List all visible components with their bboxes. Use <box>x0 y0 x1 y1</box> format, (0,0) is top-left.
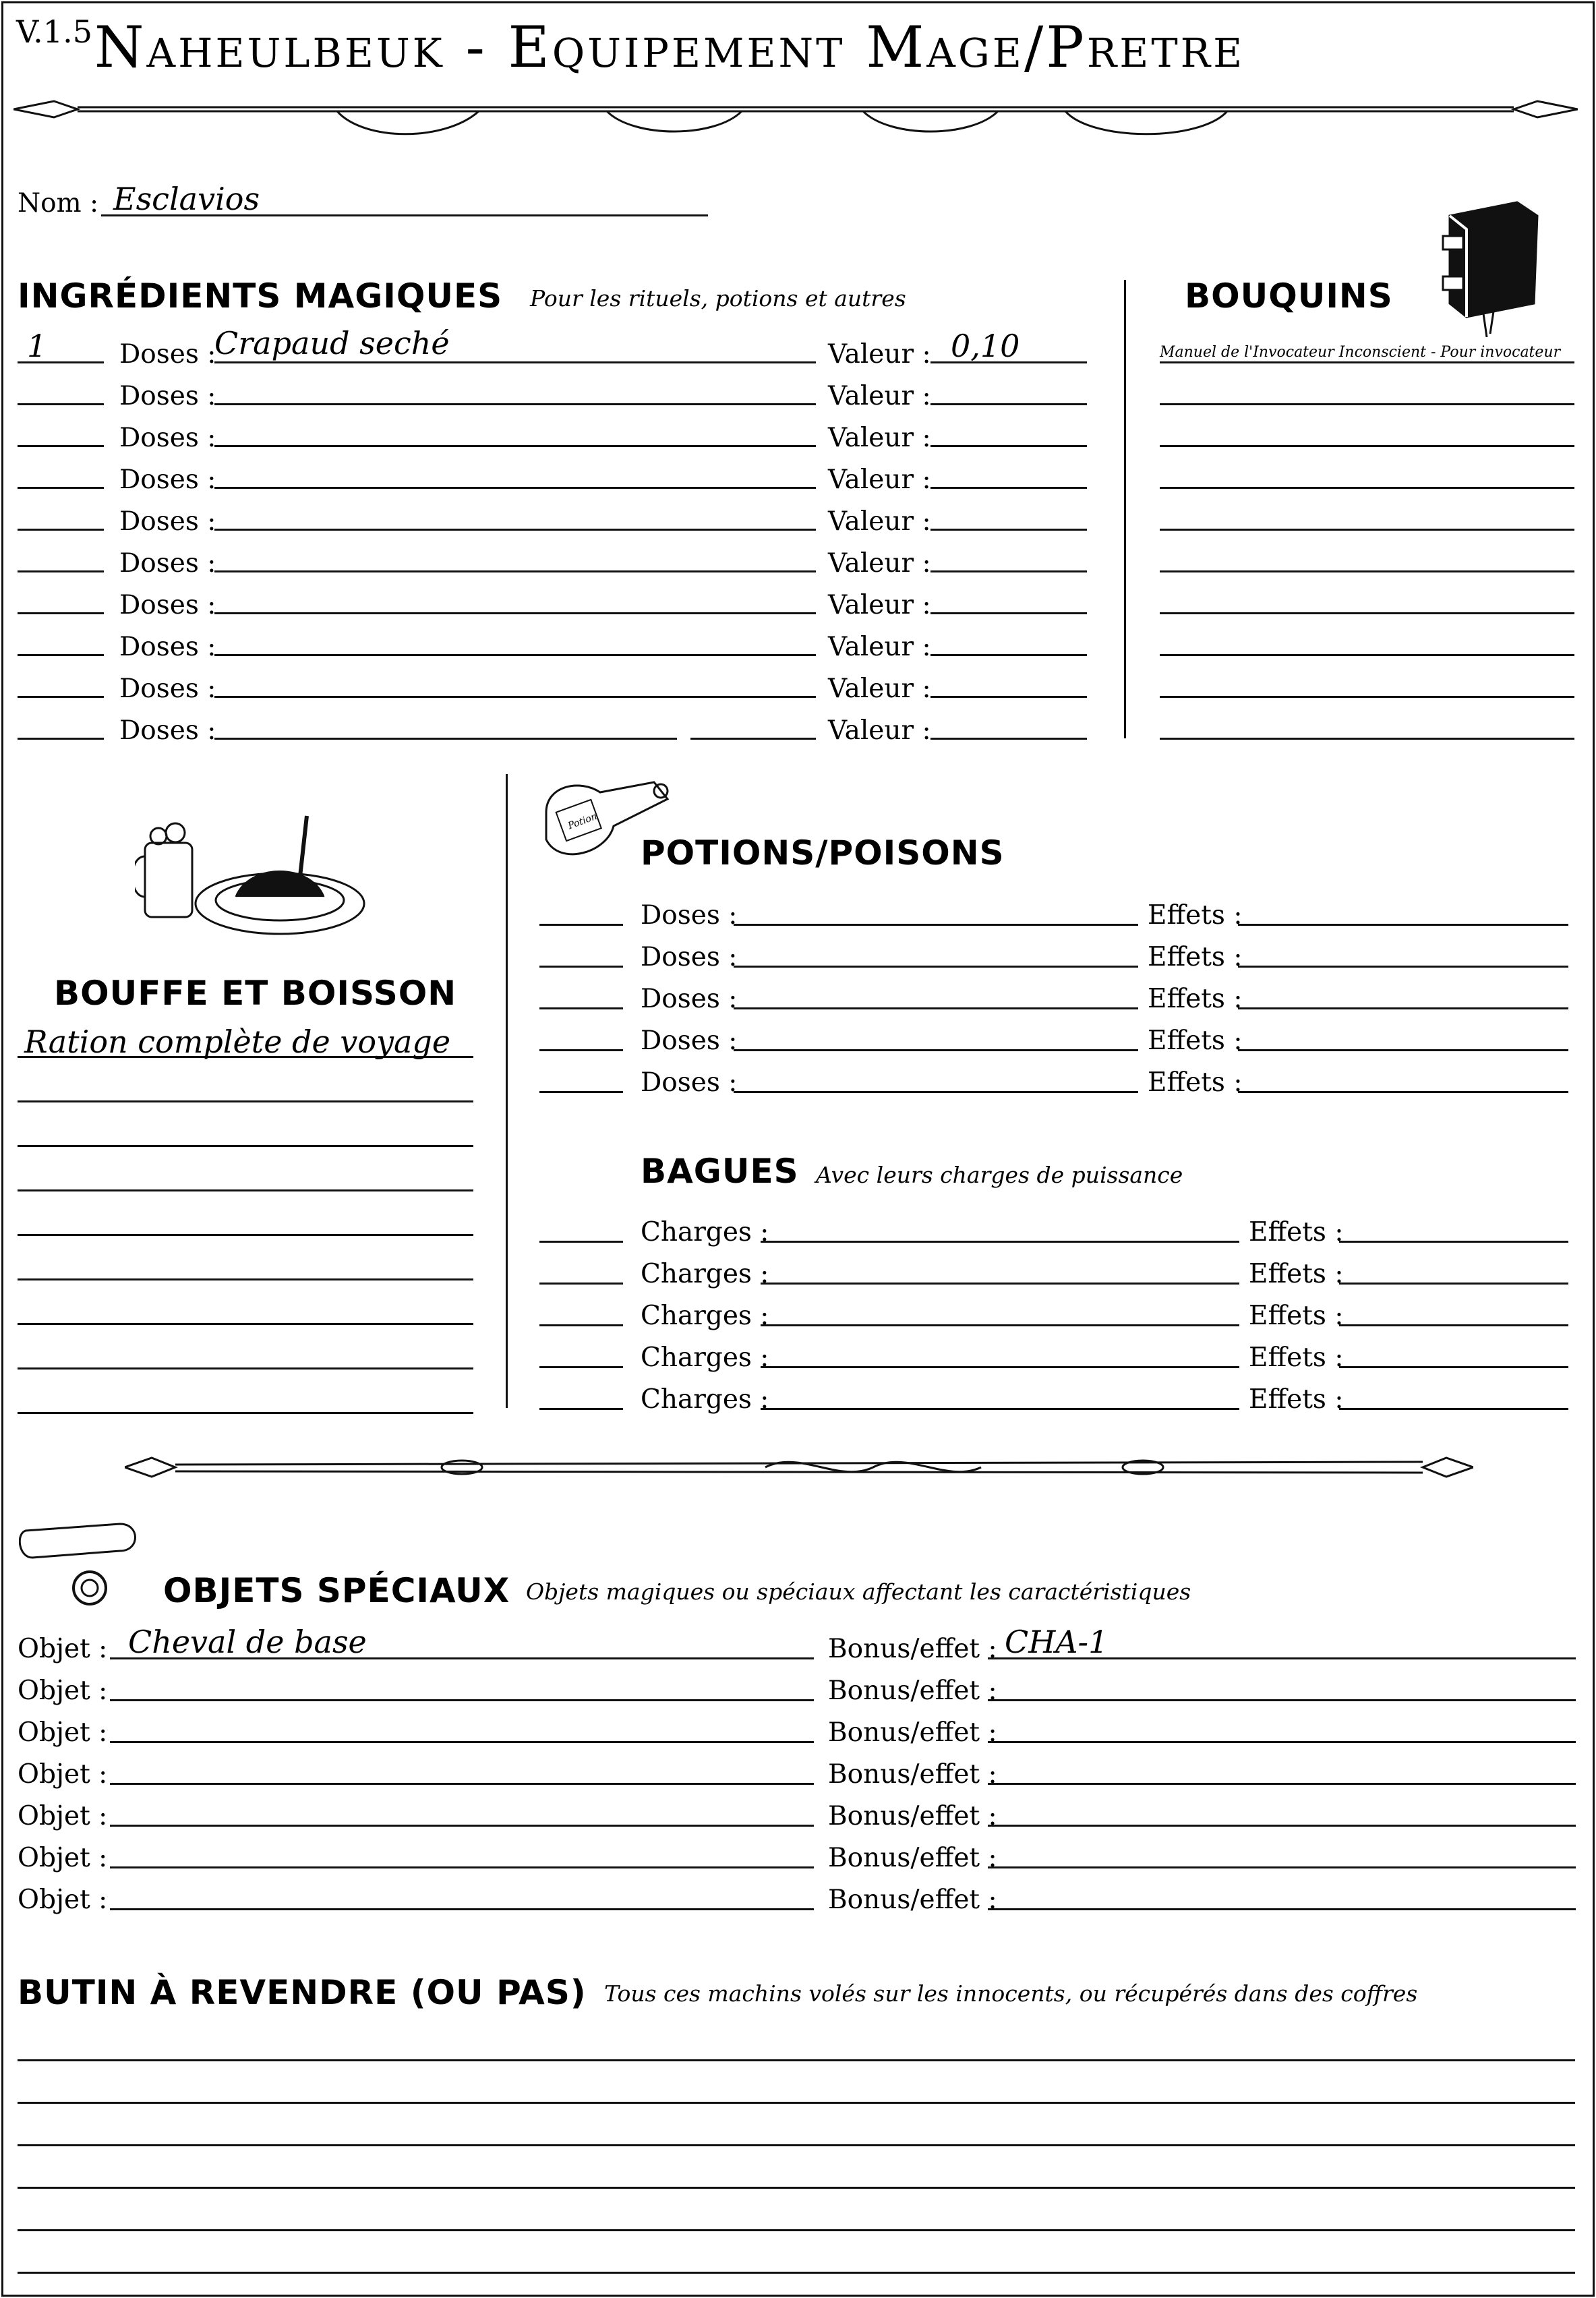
food-icon <box>135 802 378 944</box>
book-entry-field[interactable] <box>1160 570 1574 572</box>
objets-title: OBJETS SPÉCIAUX <box>163 1571 510 1610</box>
ingredient-qty-field[interactable] <box>18 487 104 489</box>
potion-effects-field[interactable] <box>1238 1049 1568 1051</box>
ring-charges-field[interactable] <box>761 1283 1239 1285</box>
food-entry-field[interactable] <box>18 1145 473 1147</box>
ingredient-name-value[interactable]: Crapaud seché <box>214 325 450 361</box>
column-divider-2 <box>506 774 508 1408</box>
ingredient-value-label: Valeur : <box>828 632 931 662</box>
potion-effects-label: Effets : <box>1148 1067 1243 1098</box>
object-name-field[interactable] <box>110 1866 814 1868</box>
potion-doses-label: Doses : <box>641 942 738 972</box>
book-icon <box>1436 196 1544 337</box>
ring-effects-label: Effets : <box>1249 1259 1344 1289</box>
ingredient-name-field[interactable] <box>214 361 816 363</box>
loot-entry-field[interactable] <box>18 2102 1575 2104</box>
potion-name-field[interactable] <box>734 1007 1138 1009</box>
ingredient-value-label: Valeur : <box>828 590 931 620</box>
ingredient-value-label: Valeur : <box>828 381 931 411</box>
column-divider <box>1124 280 1126 738</box>
book-entry-field[interactable] <box>1160 738 1574 740</box>
staff-divider <box>125 1443 1473 1497</box>
food-entry-field[interactable] <box>18 1278 473 1280</box>
potion-effects-field[interactable] <box>1238 966 1568 968</box>
scroll-and-ring-icon <box>19 1510 160 1612</box>
book-entry-field[interactable] <box>1160 654 1574 656</box>
potion-name-field[interactable] <box>734 1049 1138 1051</box>
ring-effects-label: Effets : <box>1249 1343 1344 1373</box>
potion-effects-field[interactable] <box>1238 1007 1568 1009</box>
ring-effects-field[interactable] <box>1339 1324 1568 1326</box>
object-label: Objet : <box>18 1634 108 1664</box>
ingredient-doses-label: Doses : <box>119 465 216 495</box>
objets-list <box>0 1626 1578 1930</box>
potion-doses-label: Doses : <box>641 900 738 931</box>
potion-qty-field[interactable] <box>539 966 623 968</box>
ingredient-doses-label: Doses : <box>119 548 216 579</box>
object-bonus-field[interactable] <box>988 1741 1576 1743</box>
ring-effects-field[interactable] <box>1339 1241 1568 1243</box>
ring-charges-label: Charges : <box>641 1301 769 1331</box>
object-bonus-field[interactable] <box>988 1866 1576 1868</box>
potion-effects-field[interactable] <box>1238 1091 1568 1093</box>
food-entry-field[interactable] <box>18 1100 473 1102</box>
ingredient-name-field[interactable] <box>214 445 816 447</box>
food-entry-value[interactable]: Ration complète de voyage <box>24 1024 451 1060</box>
object-bonus-field[interactable] <box>988 1908 1576 1910</box>
object-bonus-field[interactable] <box>988 1825 1576 1827</box>
ingredient-value-field[interactable] <box>930 696 1087 698</box>
bouquins-list <box>1160 324 1578 755</box>
ingredient-doses-label: Doses : <box>119 423 216 453</box>
ingredient-value-field[interactable] <box>930 403 1087 405</box>
ingredient-qty-field[interactable] <box>18 570 104 572</box>
ingredient-value-label: Valeur : <box>828 506 931 537</box>
food-entry-field[interactable] <box>18 1323 473 1325</box>
object-label: Objet : <box>18 1885 108 1915</box>
loot-entry-field[interactable] <box>18 2059 1575 2061</box>
ring-qty-field[interactable] <box>539 1408 623 1410</box>
ingredient-doses-label: Doses : <box>119 590 216 620</box>
ring-effects-field[interactable] <box>1339 1283 1568 1285</box>
loot-entry-field[interactable] <box>18 2144 1575 2146</box>
ingredient-name-field[interactable] <box>214 738 677 740</box>
potion-qty-field[interactable] <box>539 1007 623 1009</box>
ingredient-name-field[interactable] <box>214 654 816 656</box>
ingredients-title: INGRÉDIENTS MAGIQUES <box>18 276 503 316</box>
ingredient-doses-label: Doses : <box>119 381 216 411</box>
ring-qty-field[interactable] <box>539 1366 623 1368</box>
object-label: Objet : <box>18 1843 108 1873</box>
object-bonus-label: Bonus/effet : <box>828 1759 997 1790</box>
ingredient-value-field[interactable] <box>930 738 1087 740</box>
object-label: Objet : <box>18 1676 108 1706</box>
ingredient-value-label: Valeur : <box>828 423 931 453</box>
ingredient-name-field[interactable] <box>214 612 816 614</box>
ingredient-value-label: Valeur : <box>828 339 931 370</box>
ring-charges-label: Charges : <box>641 1343 769 1373</box>
food-entry-field[interactable] <box>18 1189 473 1191</box>
object-name-field[interactable] <box>110 1741 814 1743</box>
book-entry-field[interactable] <box>1160 612 1574 614</box>
potion-doses-label: Doses : <box>641 984 738 1014</box>
ingredient-doses-label: Doses : <box>119 506 216 537</box>
ring-qty-field[interactable] <box>539 1241 623 1243</box>
ring-effects-field[interactable] <box>1339 1366 1568 1368</box>
object-bonus-label: Bonus/effet : <box>828 1801 997 1831</box>
butin-subtitle: Tous ces machins volés sur les innocents, ou récupérés dans des coffres <box>604 1980 1418 2007</box>
ingredient-value-label: Valeur : <box>828 548 931 579</box>
bagues-subtitle: Avec leurs charges de puissance <box>816 1162 1183 1188</box>
food-entry-field[interactable] <box>18 1412 473 1414</box>
object-name-value[interactable]: Cheval de base <box>128 1624 367 1660</box>
ingredients-subtitle: Pour les rituels, potions et autres <box>530 285 906 312</box>
potion-qty-field[interactable] <box>539 1049 623 1051</box>
ingredient-name-field[interactable] <box>214 529 816 531</box>
book-entry-field[interactable] <box>1160 361 1574 363</box>
ingredient-qty-field[interactable] <box>18 696 104 698</box>
ring-effects-field[interactable] <box>1339 1408 1568 1410</box>
objets-subtitle: Objets magiques ou spéciaux affectant les caractéristiques <box>526 1579 1191 1605</box>
ingredient-value-field[interactable] <box>930 445 1087 447</box>
potion-effects-label: Effets : <box>1148 984 1243 1014</box>
ingredient-value-label: Valeur : <box>828 715 931 746</box>
name-label: Nom : <box>18 188 99 218</box>
object-name-field[interactable] <box>110 1825 814 1827</box>
loot-entry-field[interactable] <box>18 2187 1575 2189</box>
food-entry-field[interactable] <box>18 1367 473 1369</box>
ingredient-doses-label: Doses : <box>119 715 216 746</box>
ring-effects-label: Effets : <box>1249 1384 1344 1415</box>
object-bonus-field[interactable] <box>988 1783 1576 1785</box>
object-name-field[interactable] <box>110 1783 814 1785</box>
potion-effects-label: Effets : <box>1148 942 1243 972</box>
potion-name-field[interactable] <box>734 1091 1138 1093</box>
ingredient-name-field-2[interactable] <box>690 738 816 740</box>
potion-name-field[interactable] <box>734 924 1138 926</box>
ring-charges-label: Charges : <box>641 1217 769 1247</box>
ingredient-value-field[interactable] <box>930 612 1087 614</box>
book-entry-field[interactable] <box>1160 529 1574 531</box>
ingredient-qty-field[interactable] <box>18 654 104 656</box>
bouquins-title: BOUQUINS <box>1185 276 1393 316</box>
ingredient-doses-label: Doses : <box>119 674 216 704</box>
ring-qty-field[interactable] <box>539 1283 623 1285</box>
ingredient-value-label: Valeur : <box>828 465 931 495</box>
butin-list <box>0 2023 1578 2293</box>
ingredient-doses-label: Doses : <box>119 632 216 662</box>
object-bonus-label: Bonus/effet : <box>828 1676 997 1706</box>
ingredient-value-label: Valeur : <box>828 674 931 704</box>
ingredient-qty-field[interactable] <box>18 738 104 740</box>
ring-charges-field[interactable] <box>761 1241 1239 1243</box>
bagues-title: BAGUES <box>641 1152 799 1191</box>
ingredient-value-value[interactable]: 0,10 <box>951 328 1020 364</box>
ingredient-name-field[interactable] <box>214 696 816 698</box>
ring-charges-field[interactable] <box>761 1366 1239 1368</box>
version-label: V.1.5 <box>16 13 92 50</box>
ingredient-value-field[interactable] <box>930 487 1087 489</box>
food-entry-field[interactable] <box>18 1234 473 1236</box>
potion-effects-label: Effets : <box>1148 900 1243 931</box>
object-bonus-value[interactable]: CHA-1 <box>1005 1624 1109 1660</box>
ingredient-value-field[interactable] <box>930 654 1087 656</box>
potions-list <box>533 891 1578 1107</box>
ring-charges-label: Charges : <box>641 1384 769 1415</box>
object-label: Objet : <box>18 1759 108 1790</box>
ring-effects-label: Effets : <box>1249 1217 1344 1247</box>
ring-charges-field[interactable] <box>761 1408 1239 1410</box>
book-entry-field[interactable] <box>1160 403 1574 405</box>
potion-qty-field[interactable] <box>539 1091 623 1093</box>
object-bonus-label: Bonus/effet : <box>828 1885 997 1915</box>
ingredient-name-field[interactable] <box>214 487 816 489</box>
page-title: Naheulbeuk - Equipement Mage/Pretre <box>94 14 1245 80</box>
loot-entry-field[interactable] <box>18 2272 1575 2274</box>
ingredient-qty-field[interactable] <box>18 403 104 405</box>
book-entry-field[interactable] <box>1160 445 1574 447</box>
object-name-field[interactable] <box>110 1699 814 1701</box>
potion-effects-label: Effets : <box>1148 1026 1243 1056</box>
ring-qty-field[interactable] <box>539 1324 623 1326</box>
name-field[interactable]: Esclavios <box>113 181 260 217</box>
book-entry-value[interactable]: Manuel de l'Invocateur Inconscient - Pour invocateur <box>1160 344 1561 361</box>
ingredient-value-field[interactable] <box>930 529 1087 531</box>
bagues-list <box>533 1208 1578 1424</box>
object-bonus-label: Bonus/effet : <box>828 1843 997 1873</box>
book-entry-field[interactable] <box>1160 696 1574 698</box>
book-entry-field[interactable] <box>1160 487 1574 489</box>
ingredient-qty-field[interactable] <box>18 445 104 447</box>
object-bonus-label: Bonus/effet : <box>828 1634 997 1664</box>
potion-bottle-label: Potion <box>566 811 599 832</box>
object-bonus-label: Bonus/effet : <box>828 1717 997 1748</box>
ring-charges-label: Charges : <box>641 1259 769 1289</box>
potion-effects-field[interactable] <box>1238 924 1568 926</box>
ingredients-list <box>0 324 1106 755</box>
ingredient-qty-field[interactable] <box>18 612 104 614</box>
loot-entry-field[interactable] <box>18 2229 1575 2231</box>
ingredient-qty-value[interactable]: 1 <box>27 328 47 364</box>
potions-title: POTIONS/POISONS <box>641 833 1005 873</box>
bouffe-list <box>0 1018 485 1423</box>
object-name-field[interactable] <box>110 1908 814 1910</box>
object-label: Objet : <box>18 1717 108 1748</box>
object-label: Objet : <box>18 1801 108 1831</box>
potion-name-field[interactable] <box>734 966 1138 968</box>
potion-qty-field[interactable] <box>539 924 623 926</box>
potion-doses-label: Doses : <box>641 1067 738 1098</box>
butin-title: BUTIN À REVENDRE (OU PAS) <box>18 1973 587 2012</box>
ingredient-name-field[interactable] <box>214 570 816 572</box>
spear-divider-top <box>13 88 1578 142</box>
ingredient-name-field[interactable] <box>214 403 816 405</box>
ingredient-qty-field[interactable] <box>18 529 104 531</box>
ingredient-value-field[interactable] <box>930 570 1087 572</box>
bouffe-title: BOUFFE ET BOISSON <box>54 974 457 1013</box>
ingredient-doses-label: Doses : <box>119 339 216 370</box>
potion-doses-label: Doses : <box>641 1026 738 1056</box>
ring-charges-field[interactable] <box>761 1324 1239 1326</box>
ring-effects-label: Effets : <box>1249 1301 1344 1331</box>
object-bonus-field[interactable] <box>988 1699 1576 1701</box>
